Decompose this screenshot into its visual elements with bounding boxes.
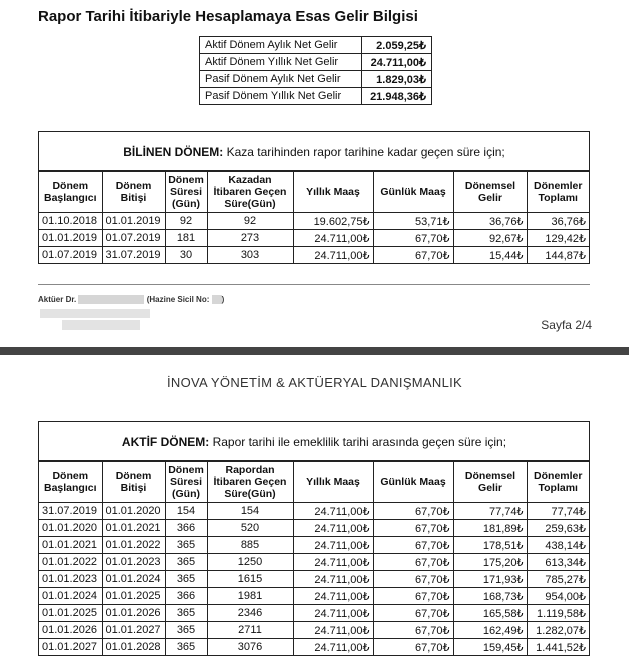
summary-value: 24.711,00₺ (362, 54, 432, 71)
known-period-heading-label: BİLİNEN DÖNEM: (123, 145, 224, 159)
redacted-block (62, 320, 140, 330)
column-header: Dönemsel Gelir (453, 462, 527, 503)
table-cell: 01.07.2019 (102, 230, 165, 247)
table-cell: 365 (165, 622, 207, 639)
summary-value: 1.829,03₺ (362, 71, 432, 88)
footer-separator (38, 284, 590, 285)
column-header: Yıllık Maaş (293, 462, 373, 503)
table-row (39, 639, 589, 656)
table-cell: 15,44₺ (453, 247, 527, 264)
table-cell: 67,70₺ (373, 605, 453, 622)
summary-label: Aktif Dönem Yıllık Net Gelir (200, 54, 362, 71)
table-cell: 24.711,00₺ (293, 503, 373, 520)
table-cell: 366 (165, 520, 207, 537)
table-cell: 24.711,00₺ (293, 622, 373, 639)
table-cell: 24.711,00₺ (293, 247, 373, 264)
table-cell: 168,73₺ (453, 588, 527, 605)
table-cell: 01.01.2022 (102, 537, 165, 554)
column-header: Dönem Bitişi (102, 172, 165, 213)
table-cell: 01.01.2019 (102, 213, 165, 230)
table-cell: 3076 (207, 639, 293, 656)
table-row (39, 230, 589, 247)
income-summary-table (199, 36, 432, 105)
table-row (39, 503, 589, 520)
table-cell: 24.711,00₺ (293, 520, 373, 537)
summary-label: Pasif Dönem Yıllık Net Gelir (200, 88, 362, 105)
table-cell: 175,20₺ (453, 554, 527, 571)
table-cell: 154 (165, 503, 207, 520)
table-cell: 19.602,75₺ (293, 213, 373, 230)
table-cell: 67,70₺ (373, 571, 453, 588)
table-cell: 30 (165, 247, 207, 264)
table-cell: 36,76₺ (527, 213, 589, 230)
column-header: Dönem Başlangıcı (39, 172, 102, 213)
table-cell: 67,70₺ (373, 622, 453, 639)
table-cell: 24.711,00₺ (293, 588, 373, 605)
table-cell: 520 (207, 520, 293, 537)
summary-row (200, 88, 432, 105)
summary-label: Pasif Dönem Aylık Net Gelir (200, 71, 362, 88)
table-cell: 181 (165, 230, 207, 247)
table-cell: 67,70₺ (373, 503, 453, 520)
table-cell: 24.711,00₺ (293, 571, 373, 588)
known-period-heading (39, 132, 589, 171)
table-cell: 36,76₺ (453, 213, 527, 230)
table-row (39, 247, 589, 264)
table-cell: 365 (165, 605, 207, 622)
table-cell: 162,49₺ (453, 622, 527, 639)
summary-value: 21.948,36₺ (362, 88, 432, 105)
table-cell: 1250 (207, 554, 293, 571)
table-cell: 01.01.2027 (39, 639, 102, 656)
known-period-section (38, 131, 590, 264)
redacted-name (78, 295, 144, 304)
table-cell: 01.01.2026 (102, 605, 165, 622)
table-cell: 365 (165, 537, 207, 554)
table-cell: 01.10.2018 (39, 213, 102, 230)
table-cell: 77,74₺ (453, 503, 527, 520)
table-cell: 67,70₺ (373, 639, 453, 656)
column-header: Dönem Süresi (Gün) (165, 172, 207, 213)
table-cell: 77,74₺ (527, 503, 589, 520)
table-cell: 2711 (207, 622, 293, 639)
report-title: Rapor Tarihi İtibariyle Hesaplamaya Esas Gelir Bilgisi (38, 8, 418, 25)
table-cell: 181,89₺ (453, 520, 527, 537)
table-cell: 01.01.2020 (102, 503, 165, 520)
table-cell: 178,51₺ (453, 537, 527, 554)
table-cell: 01.01.2023 (102, 554, 165, 571)
summary-row (200, 37, 432, 54)
table-cell: 01.01.2021 (39, 537, 102, 554)
table-row (39, 537, 589, 554)
table-row (39, 605, 589, 622)
table-cell: 24.711,00₺ (293, 537, 373, 554)
table-cell: 01.01.2025 (39, 605, 102, 622)
table-cell: 01.01.2025 (102, 588, 165, 605)
table-cell: 171,93₺ (453, 571, 527, 588)
summary-row (200, 71, 432, 88)
column-header: Günlük Maaş (373, 462, 453, 503)
table-cell: 259,63₺ (527, 520, 589, 537)
active-period-heading-text: Rapor tarihi ile emeklilik tarihi arasında geçen süre için; (209, 435, 507, 449)
table-cell: 01.01.2024 (39, 588, 102, 605)
table-cell: 01.01.2027 (102, 622, 165, 639)
table-cell: 67,70₺ (373, 554, 453, 571)
table-cell: 438,14₺ (527, 537, 589, 554)
table-cell: 24.711,00₺ (293, 639, 373, 656)
column-header: Günlük Maaş (373, 172, 453, 213)
table-cell: 67,70₺ (373, 588, 453, 605)
table-cell: 92 (207, 213, 293, 230)
table-cell: 365 (165, 639, 207, 656)
table-row (39, 213, 589, 230)
actuary-label: Aktüer Dr. (38, 295, 77, 304)
table-cell: 31.07.2019 (102, 247, 165, 264)
known-period-table (39, 171, 589, 263)
page-break (0, 347, 629, 355)
table-cell: 785,27₺ (527, 571, 589, 588)
table-cell: 1981 (207, 588, 293, 605)
table-cell: 165,58₺ (453, 605, 527, 622)
actuary-signature-line (38, 295, 224, 304)
column-header: Dönem Bitişi (102, 462, 165, 503)
table-row (39, 622, 589, 639)
table-cell: 1.282,07₺ (527, 622, 589, 639)
company-header: İNOVA YÖNETİM & AKTÜERYAL DANIŞMANLIK (166, 375, 462, 390)
table-cell: 01.07.2019 (39, 247, 102, 264)
table-cell: 67,70₺ (373, 537, 453, 554)
table-row (39, 571, 589, 588)
redacted-block (40, 309, 150, 318)
page-number: Sayfa 2/4 (541, 318, 592, 332)
registry-label: (Hazine Sicil No: (146, 295, 210, 304)
table-row (39, 554, 589, 571)
table-cell: 01.01.2022 (39, 554, 102, 571)
column-header: Dönemsel Gelir (453, 172, 527, 213)
table-cell: 01.01.2021 (102, 520, 165, 537)
table-cell: 885 (207, 537, 293, 554)
table-cell: 303 (207, 247, 293, 264)
table-cell: 365 (165, 554, 207, 571)
table-cell: 613,34₺ (527, 554, 589, 571)
table-cell: 1.119,58₺ (527, 605, 589, 622)
table-cell: 92 (165, 213, 207, 230)
table-cell: 24.711,00₺ (293, 554, 373, 571)
table-cell: 67,70₺ (373, 230, 453, 247)
table-cell: 1.441,52₺ (527, 639, 589, 656)
table-row (39, 520, 589, 537)
table-cell: 01.01.2026 (39, 622, 102, 639)
table-cell: 2346 (207, 605, 293, 622)
registry-close: ) (221, 295, 225, 304)
column-header: Kazadan İtibaren Geçen Süre(Gün) (207, 172, 293, 213)
known-period-heading-text: Kaza tarihinden rapor tarihine kadar geçen süre için; (223, 145, 505, 159)
table-cell: 24.711,00₺ (293, 230, 373, 247)
active-period-table (39, 461, 589, 655)
table-row (39, 588, 589, 605)
table-cell: 67,70₺ (373, 247, 453, 264)
column-header: Dönem Başlangıcı (39, 462, 102, 503)
table-cell: 01.01.2023 (39, 571, 102, 588)
table-cell: 53,71₺ (373, 213, 453, 230)
active-period-heading (39, 422, 589, 461)
table-cell: 154 (207, 503, 293, 520)
column-header: Yıllık Maaş (293, 172, 373, 213)
active-period-heading-label: AKTİF DÖNEM: (121, 435, 210, 449)
column-header: Dönem Süresi (Gün) (165, 462, 207, 503)
table-cell: 24.711,00₺ (293, 605, 373, 622)
table-cell: 01.01.2024 (102, 571, 165, 588)
table-cell: 144,87₺ (527, 247, 589, 264)
active-period-section (38, 421, 590, 656)
column-header: Rapordan İtibaren Geçen Süre(Gün) (207, 462, 293, 503)
summary-row (200, 54, 432, 71)
table-cell: 954,00₺ (527, 588, 589, 605)
summary-value: 2.059,25₺ (362, 37, 432, 54)
table-cell: 1615 (207, 571, 293, 588)
table-cell: 159,45₺ (453, 639, 527, 656)
table-cell: 273 (207, 230, 293, 247)
table-cell: 01.01.2020 (39, 520, 102, 537)
column-header: Dönemler Toplamı (527, 462, 589, 503)
table-cell: 67,70₺ (373, 520, 453, 537)
table-cell: 129,42₺ (527, 230, 589, 247)
table-cell: 366 (165, 588, 207, 605)
table-cell: 01.01.2028 (102, 639, 165, 656)
table-cell: 365 (165, 571, 207, 588)
table-cell: 31.07.2019 (39, 503, 102, 520)
summary-label: Aktif Dönem Aylık Net Gelir (200, 37, 362, 54)
table-cell: 92,67₺ (453, 230, 527, 247)
redacted-registry-number (212, 295, 222, 304)
column-header: Dönemler Toplamı (527, 172, 589, 213)
table-cell: 01.01.2019 (39, 230, 102, 247)
